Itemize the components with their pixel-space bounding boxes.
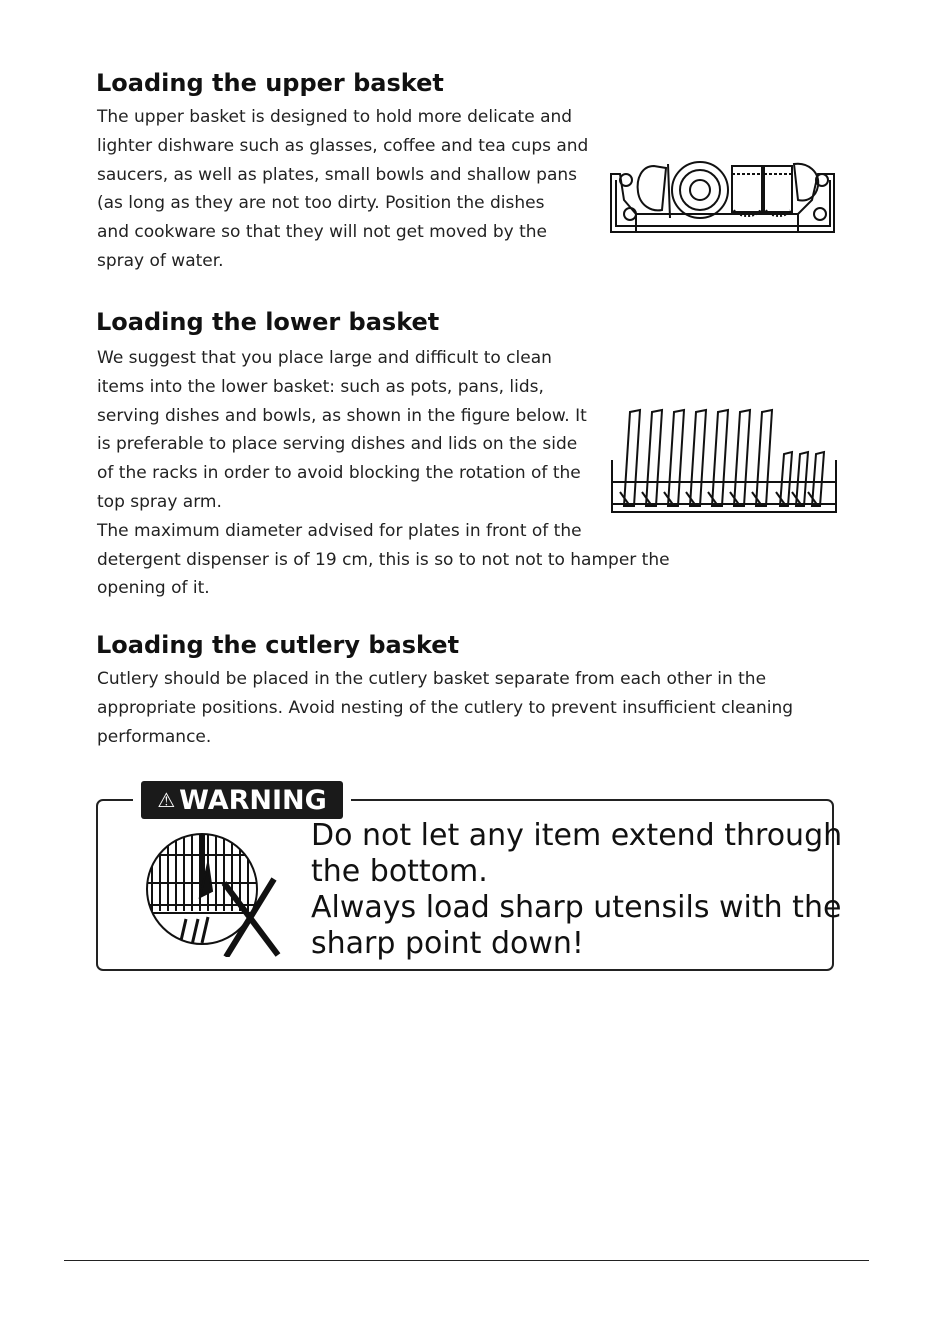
- cutlery-through-bottom-illustration: [142, 833, 284, 957]
- upper-basket-text: The upper basket is designed to hold more delicate and lighter dishware such as glasses, coffee and tea cups and saucers, as well as plates, small bowls and shallow pans (as long as they are not too dirty. Position the dishes and cookware so that they will not get moved by the spray of water.: [97, 107, 589, 271]
- lower-basket-text: We suggest that you place large and difficult to clean items into the lower basket: such as pots, pans, lids, serving dishes and bowls, as shown in the figure below. It is preferable to place serving dishes and lids on the side of the racks in order to avoid blocking the rotation of the top spray arm. The maximum diameter advised for plates in front of the detergent dispenser is of 19 cm, this is so to not not to hamper the opening of it.: [97, 348, 670, 599]
- cutlery-basket-text: Cutlery should be placed in the cutlery basket separate from each other in the appropriate positions. Avoid nesting of the cutlery to prevent insufficient cleaning performance.: [97, 669, 794, 747]
- heading-upper-basket: Loading the upper basket: [96, 69, 444, 97]
- heading-lower-basket: Loading the lower basket: [96, 308, 440, 336]
- warning-label: [141, 781, 343, 819]
- lower-basket-illustration: [610, 404, 838, 516]
- warning-triangle-icon: ⚠: [157, 788, 176, 812]
- heading-cutlery-basket: Loading the cutlery basket: [96, 631, 460, 659]
- upper-basket-illustration: [608, 152, 838, 236]
- footer-rule: [64, 1260, 869, 1261]
- warning-label-text: WARNING: [179, 784, 327, 816]
- warning-text: Do not let any item extend through the bottom. Always load sharp utensils with the sharp point down!: [311, 818, 843, 961]
